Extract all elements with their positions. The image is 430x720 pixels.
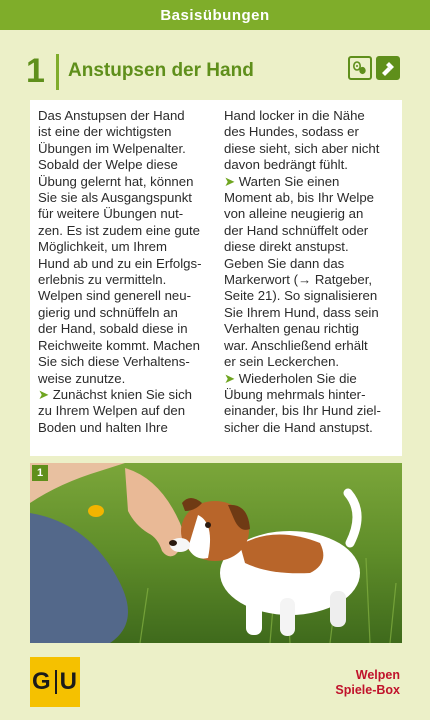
bullet-arrow-icon: ➤ [38,386,50,402]
text-line: einander, bis Ihr Hund ziel- [224,403,381,419]
section-title: Basisübungen [160,6,270,24]
section-banner [0,0,430,30]
text-line: Reichweite kommt. Machen [38,337,200,353]
instruction-text-box [30,100,402,456]
text-line: Übung mehrmals hinter- [224,386,366,402]
product-name [335,668,400,698]
text-line: der Hand schnüffelt oder [224,222,369,238]
text-line: Boden und halten Ihre [38,419,168,435]
exercise-icons [348,56,400,80]
text-line: für weitere Übungen nut- [38,206,184,222]
text-line: Übungen im Welpenalter. [38,140,186,156]
text-line: gierig und schnüffeln an [38,304,178,320]
bullet-arrow-icon: ➤ [224,370,236,386]
logo-separator [55,670,57,694]
text-line: Sie sich diese Verhaltens- [38,354,190,370]
text-line: sicher die Hand anstupst. [224,419,373,435]
photo-number-badge: 1 [32,465,48,481]
exercise-number: 1 [26,52,45,90]
text-line: diese direkt anstupst. [224,239,349,255]
logo-letter-g: G [31,668,52,695]
exercise-title: Anstupsen der Hand [68,60,254,81]
text-line: zu Ihrem Welpen auf den [38,403,186,419]
text-line: zen. Es ist zudem eine gute [38,222,201,238]
puppy-hand-illustration [30,463,402,643]
text-line: Moment ab, bis Ihr Welpe [224,190,375,206]
bullet-arrow-icon: ➤ [224,173,236,189]
text-line: war. Anschließend erhält [224,337,368,353]
text-line: Geben Sie dann das [224,255,345,271]
text-line: Möglichkeit, um Ihrem [38,239,167,255]
text-line: Seite 21). So signalisieren [224,288,378,304]
text-column-right [224,108,399,436]
text-line: Übung gelernt hat, können [38,173,194,189]
clicker-icon [376,56,400,80]
text-line: Sobald der Welpe diese [38,157,178,173]
contact-touch-icon [348,56,372,80]
text-line: der Hand, sobald diese in [38,321,188,337]
puppy-photo [30,463,402,643]
text-line: ➤ Warten Sie einen [224,173,340,189]
text-line: des Hundes, sodass er [224,124,359,140]
text-line: Das Anstupsen der Hand [38,108,185,123]
text-line: davon bedrängt fühlt. [224,157,348,173]
text-column-left [38,108,213,436]
exercise-header [0,40,430,98]
text-line: Hund ab und zu ein Erfolgs- [38,255,202,271]
title-divider [56,54,59,90]
text-line: Verhalten genau richtig [224,321,359,337]
text-line: Hand locker in die Nähe [224,108,365,123]
logo-letter-u: U [59,668,78,695]
text-line: ➤ Wiederholen Sie die [224,370,357,386]
text-line: von alleine neugierig an [224,206,364,222]
text-line: Welpen sind generell neu- [38,288,191,304]
text-line: ist eine der wichtigsten [38,124,172,140]
text-line: diese sieht, sich aber nicht [224,140,380,156]
text-line: Markerwort (→ Ratgeber, [224,272,373,288]
product-name-line2: Spiele-Box [335,683,400,697]
product-name-line1: Welpen [355,668,400,682]
text-line: erlebnis zu vermitteln. [38,272,167,288]
gu-logo [30,657,80,707]
text-line: Sie Ihrem Hund, dass sein [224,304,379,320]
text-line: Sie sie als Ausgangspunkt [38,190,192,206]
text-line: er sein Leckerchen. [224,354,340,370]
text-line: ➤ Zunächst knien Sie sich [38,386,193,402]
text-line: weise zunutze. [38,370,126,386]
